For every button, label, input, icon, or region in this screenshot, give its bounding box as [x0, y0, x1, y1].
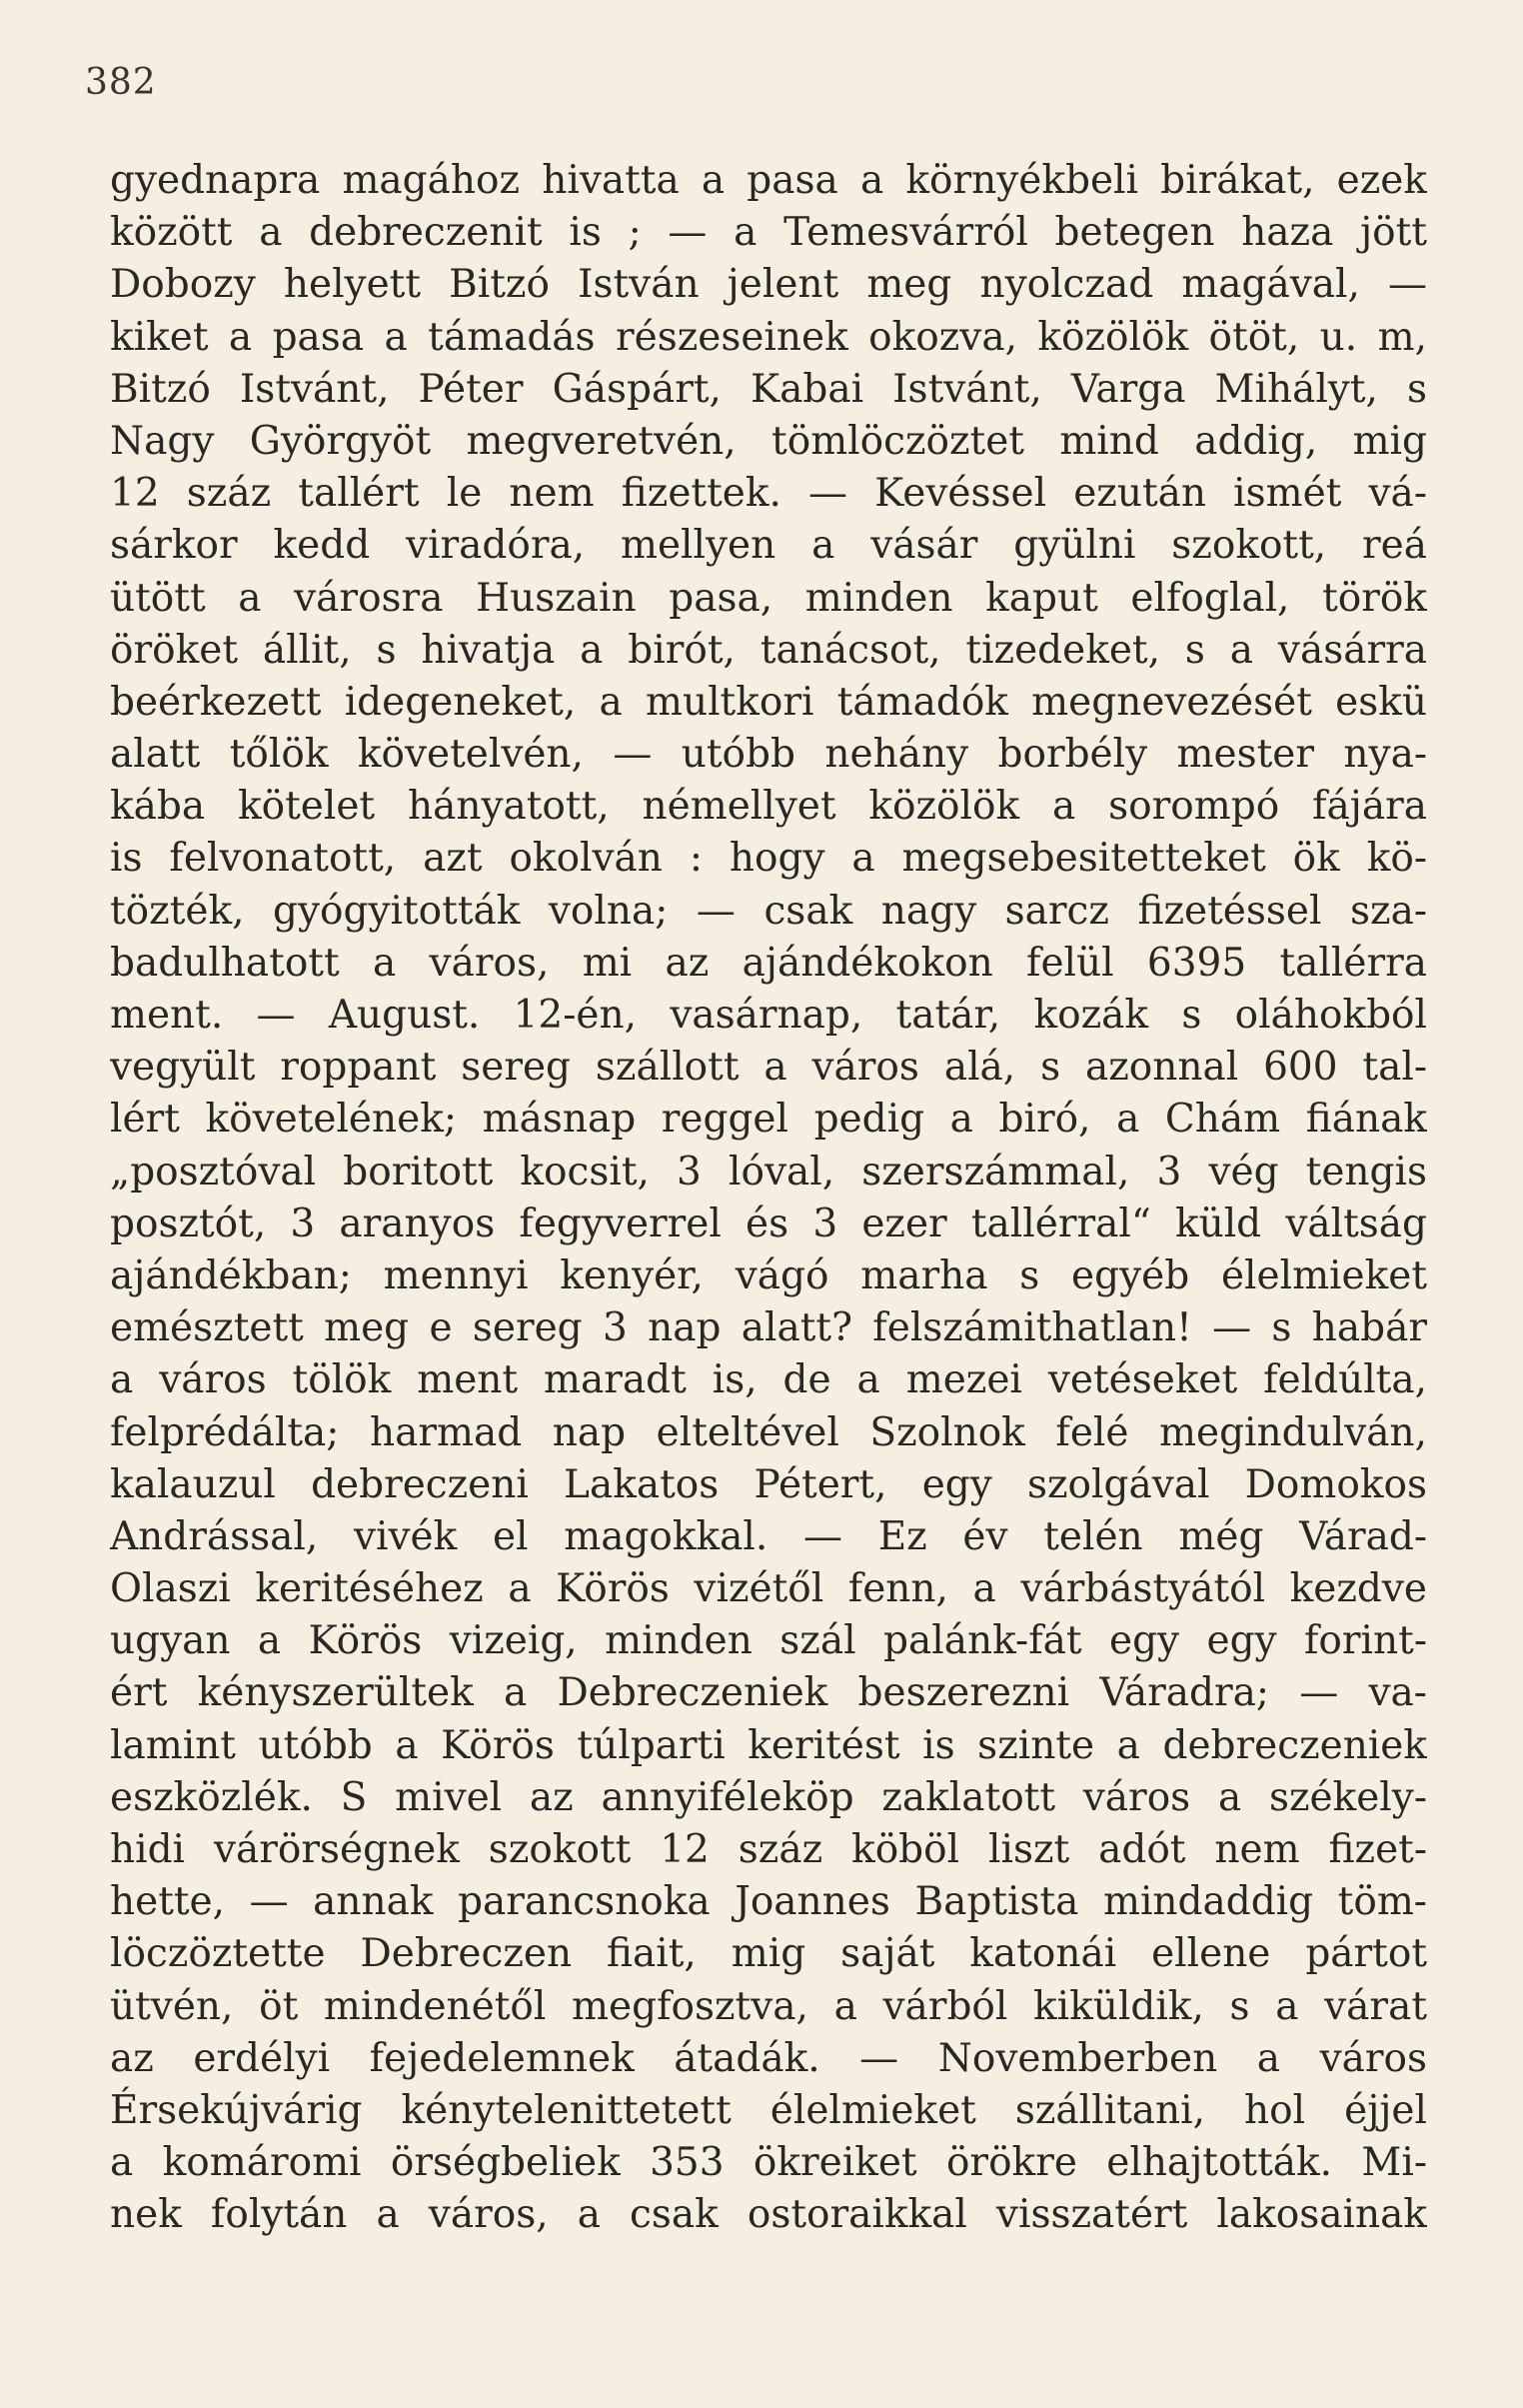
text-line: lamint utóbb a Körös túlparti keritést is szinte a debreczeniek	[110, 1722, 1427, 1768]
text-line: hidi várörségnek szokott 12 száz köböl liszt adót nem fizet-	[110, 1827, 1427, 1872]
text-line: ugyan a Körös vizeig, minden szál palánk-fát egy egy forint-	[110, 1618, 1427, 1664]
text-line: gyednapra magához hivatta a pasa a környékbeli birákat, ezek	[110, 158, 1427, 203]
text-line: Dobozy helyett Bitzó István jelent meg nyolczad magával, —	[110, 262, 1427, 308]
text-line: kalauzul debreczeni Lakatos Pétert, egy szolgával Domokos	[110, 1461, 1427, 1507]
text-line: a város tölök ment maradt is, de a mezei vetéseket feldúlta,	[110, 1357, 1427, 1403]
text-line: hette, — annak parancsnoka Joannes Baptista mindaddig töm-	[110, 1879, 1427, 1925]
text-line: ütvén, öt mindenétől megfosztva, a várból kiküldik, s a várat	[110, 1983, 1427, 2029]
text-line: Andrással, vivék el magokkal. — Ez év telén még Várad-	[110, 1513, 1427, 1559]
text-line: „posztóval boritott kocsit, 3 lóval, szerszámmal, 3 vég tengis	[110, 1149, 1427, 1195]
text-line: beérkezett idegeneket, a multkori támadók megnevezését eskü	[110, 679, 1427, 725]
text-line: ajándékban; mennyi kenyér, vágó marha s egyéb élelmieket	[110, 1252, 1427, 1298]
text-line: között a debreczenit is ; — a Temesvárról betegen haza jött	[110, 210, 1427, 256]
text-line: sárkor kedd viradóra, mellyen a vásár gyülni szokott, reá	[110, 523, 1427, 569]
text-line: Érsekújvárig kénytelenittetett élelmieket szállitani, hol éjjel	[110, 2087, 1427, 2133]
text-line: ment. — August. 12-én, vasárnap, tatár, kozák s oláhokból	[110, 993, 1427, 1038]
text-line: az erdélyi fejedelemnek átadák. — Novemberben a város	[110, 2035, 1427, 2081]
text-line: öröket állit, s hivatja a birót, tanácsot, tizedeket, s a vásárra	[110, 627, 1427, 673]
body-text	[110, 155, 1427, 2242]
text-line: kába kötelet hányatott, némellyet közölök a sorompó fájára	[110, 784, 1427, 830]
text-line: 12 száz tallért le nem fizettek. — Kevéssel ezután ismét vá-	[110, 471, 1427, 517]
text-line: a komáromi örségbeliek 353 ökreiket örökre elhajtották. Mi-	[110, 2140, 1427, 2186]
text-line: is felvonatott, azt okolván : hogy a megsebesitetteket ök kö-	[110, 836, 1427, 882]
text-line: emésztett meg e sereg 3 nap alatt? felszámithatlan! — s habár	[110, 1305, 1427, 1351]
text-line: lért követelének; másnap reggel pedig a biró, a Chám fiának	[110, 1097, 1427, 1143]
text-line: vegyült roppant sereg szállott a város alá, s azonnal 600 tal-	[110, 1045, 1427, 1091]
text-line: posztót, 3 aranyos fegyverrel és 3 ezer tallérral“ küld váltság	[110, 1201, 1427, 1246]
text-line: nek folytán a város, a csak ostoraikkal visszatért lakosainak	[110, 2192, 1427, 2238]
text-line: ért kényszerültek a Debreczeniek beszerezni Váradra; — va-	[110, 1670, 1427, 1716]
text-line: ütött a városra Huszain pasa, minden kaput elfoglal, török	[110, 575, 1427, 621]
text-line: badulhatott a város, mi az ajándékokon felül 6395 tallérra	[110, 940, 1427, 986]
text-line: Nagy Györgyöt megveretvén, tömlöczöztet mind addig, mig	[110, 418, 1427, 464]
text-line: alatt tőlök követelvén, — utóbb nehány borbély mester nya-	[110, 732, 1427, 778]
text-line: tözték, gyógyitották volna; — csak nagy sarcz fizetéssel sza-	[110, 888, 1427, 934]
text-line: felprédálta; harmad nap elteltével Szolnok felé megindulván,	[110, 1409, 1427, 1455]
text-line: löczöztette Debreczen fiait, mig saját katonái ellene pártot	[110, 1931, 1427, 1977]
text-line: Bitzó Istvánt, Péter Gáspárt, Kabai Istvánt, Varga Mihályt, s	[110, 366, 1427, 412]
text-line: eszközlék. S mivel az annyiféleköp zaklatott város a székely-	[110, 1774, 1427, 1820]
text-line: kiket a pasa a támadás részeseinek okozva, közölök ötöt, u. m,	[110, 314, 1427, 360]
page-number: 382	[85, 62, 157, 103]
text-line: Olaszi keritéséhez a Körös vizétől fenn, a várbástyától kezdve	[110, 1566, 1427, 1612]
